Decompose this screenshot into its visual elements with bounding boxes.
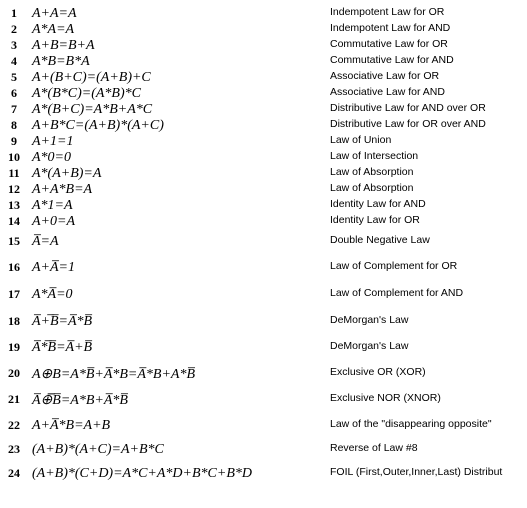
law-description: Identity Law for OR <box>330 214 420 226</box>
law-number: 23 <box>8 442 20 456</box>
law-number: 9 <box>11 134 17 148</box>
law-description: Law of the "disappearing opposite" <box>330 418 492 430</box>
law-description: Exclusive OR (XOR) <box>330 366 426 378</box>
law-equation: A*A=A <box>32 22 75 37</box>
law-description: Commutative Law for AND <box>330 54 454 66</box>
law-equation: A*(B+C)=A*B+A*C <box>32 102 153 117</box>
law-number: 2 <box>11 22 17 36</box>
law-number: 20 <box>8 366 20 380</box>
law-number: 24 <box>8 466 20 480</box>
law-number: 12 <box>8 182 20 196</box>
law-description: Law of Absorption <box>330 182 414 194</box>
law-equation: A*B=B*A <box>32 54 90 69</box>
law-equation: A*(B*C)=(A*B)*C <box>32 86 141 101</box>
law-equation: A⊕B=A*B̅+A̅*B=A̅*B+A*B̅ <box>32 367 196 382</box>
law-number: 19 <box>8 340 20 354</box>
law-number: 5 <box>11 70 17 84</box>
law-number: 6 <box>11 86 17 100</box>
law-description: Commutative Law for OR <box>330 38 448 50</box>
law-equation: (A+B)*(A+C)=A+B*C <box>32 442 164 457</box>
law-number: 13 <box>8 198 20 212</box>
law-number: 4 <box>11 54 17 68</box>
law-description: Law of Complement for AND <box>330 287 464 299</box>
law-number: 15 <box>8 234 20 248</box>
law-equation: A+0=A <box>32 214 75 229</box>
law-description: Exclusive NOR (XNOR) <box>330 392 441 404</box>
law-equation: A+A=A <box>32 6 77 21</box>
law-description: Identity Law for AND <box>330 198 426 210</box>
law-description: Reverse of Law #8 <box>330 442 418 454</box>
law-number: 3 <box>11 38 17 52</box>
law-equation: A̅*̅B̅=A̅+B̅ <box>32 340 93 355</box>
law-equation: A+B*C=(A+B)*(A+C) <box>32 118 164 133</box>
law-equation: A+A̅*B=A+B <box>32 418 111 433</box>
law-description: Associative Law for OR <box>330 70 440 82</box>
law-description: DeMorgan's Law <box>330 314 409 326</box>
law-equation: A*1=A <box>32 198 73 213</box>
law-number: 22 <box>8 418 20 432</box>
law-number: 17 <box>8 287 20 301</box>
law-description: DeMorgan's Law <box>330 340 409 352</box>
law-equation: A̅⊕̅B̅=A*B+A̅*B̅ <box>32 393 128 408</box>
law-number: 11 <box>8 166 20 180</box>
law-equation: A+B=B+A <box>32 38 95 53</box>
law-equation: A*0=0 <box>32 150 71 165</box>
law-description: Associative Law for AND <box>330 86 445 98</box>
law-equation: (A+B)*(C+D)=A*C+A*D+B*C+B*D <box>32 466 252 481</box>
law-description: Double Negative Law <box>330 234 430 246</box>
law-description: FOIL (First,Outer,Inner,Last) Distribut <box>330 466 503 478</box>
law-number: 18 <box>8 314 20 328</box>
law-description: Distributive Law for AND over OR <box>330 102 486 114</box>
law-description: Indempotent Law for AND <box>330 22 451 34</box>
law-description: Law of Absorption <box>330 166 414 178</box>
law-equation: A+A*B=A <box>32 182 93 197</box>
law-description: Distributive Law for OR over AND <box>330 118 486 130</box>
law-equation: A*(A+B)=A <box>32 166 102 181</box>
law-description: Law of Complement for OR <box>330 260 458 272</box>
law-equation: A+A̅=1 <box>32 260 75 275</box>
law-number: 10 <box>8 150 20 164</box>
law-number: 16 <box>8 260 20 274</box>
law-description: Law of Union <box>330 134 392 146</box>
law-number: 8 <box>11 118 17 132</box>
law-number: 21 <box>8 392 20 406</box>
law-equation: A̅+̅B̅=A̅*B̅ <box>32 314 93 329</box>
law-number: 7 <box>11 102 17 116</box>
law-number: 14 <box>8 214 20 228</box>
law-equation: A+(B+C)=(A+B)+C <box>32 70 151 85</box>
law-equation: A+1=1 <box>32 134 74 149</box>
law-equation: A*A̅=0 <box>32 287 73 302</box>
law-number: 1 <box>11 6 17 20</box>
law-description: Indempotent Law for OR <box>330 6 445 18</box>
law-description: Law of Intersection <box>330 150 419 162</box>
law-equation: A̅=A <box>32 234 59 249</box>
